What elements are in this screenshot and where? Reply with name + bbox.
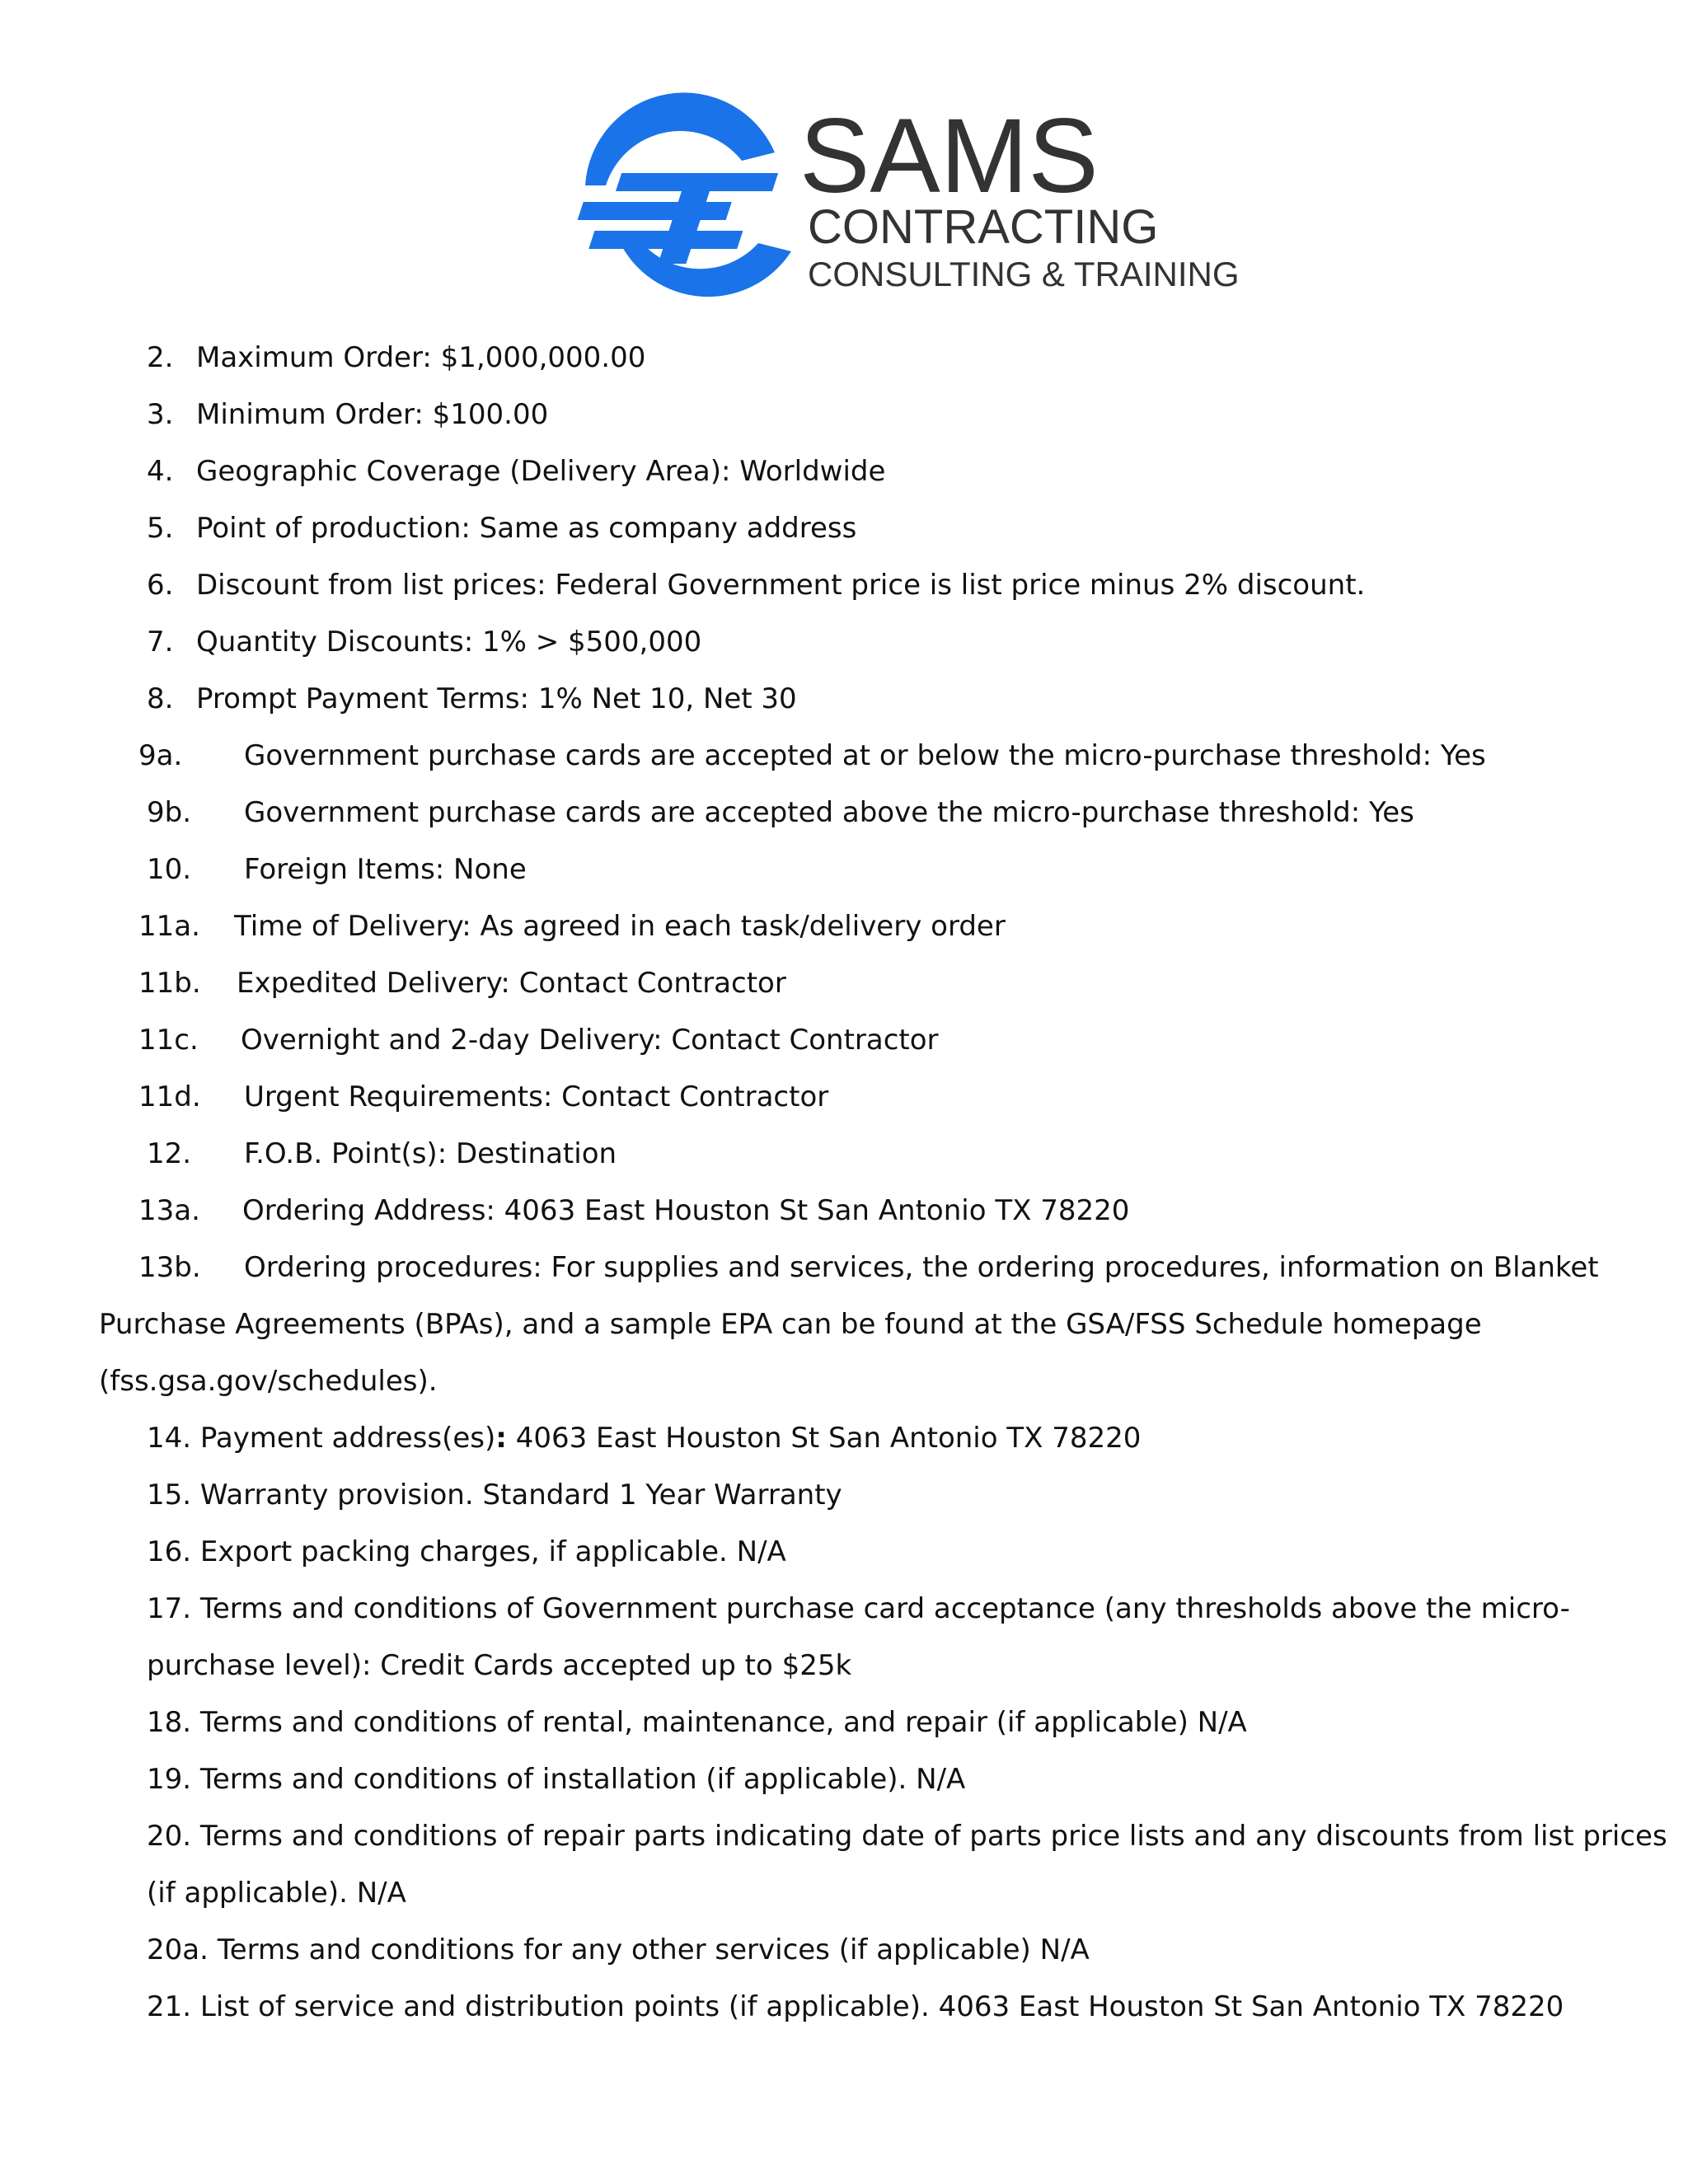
list-item: [147, 1535, 786, 1568]
item-number: 8.: [147, 682, 174, 715]
item-number: 5.: [147, 512, 174, 545]
item-text: Urgent Requirements: Contact Contractor: [244, 1080, 829, 1113]
logo-title: SAMS: [799, 97, 1099, 215]
item-text: Quantity Discounts: 1% > $500,000: [196, 626, 702, 658]
item-number: 12.: [147, 1137, 192, 1170]
list-item: [147, 1422, 1141, 1455]
item-number: 13b.: [138, 1251, 201, 1284]
item-text: Discount from list prices: Federal Government price is list price minus 2% discount.: [196, 569, 1366, 602]
item-text: 20a. Terms and conditions for any other services (if applicable) N/A: [147, 1933, 1090, 1966]
item-continuation: [99, 1365, 438, 1398]
list-item: [147, 1933, 1090, 1966]
logo-subtitle: CONTRACTING: [808, 200, 1159, 254]
item-continuation: [147, 1649, 851, 1682]
logo-tagline: CONSULTING & TRAINING: [808, 255, 1240, 293]
item-text: Point of production: Same as company address: [196, 512, 857, 545]
item-number: 6.: [147, 569, 174, 602]
item-number: 9a.: [138, 739, 183, 772]
item-text: (fss.gsa.gov/schedules).: [99, 1365, 438, 1398]
item-text: Maximum Order: $1,000,000.00: [196, 341, 646, 374]
logo-bar-2: [578, 202, 732, 220]
item-text: Government purchase cards are accepted at or below the micro-purchase threshold: Yes: [244, 739, 1486, 772]
item-text: Geographic Coverage (Delivery Area): Worldwide: [196, 455, 886, 488]
list-item: [147, 1820, 1667, 1853]
item-text: Overnight and 2-day Delivery: Contact Contractor: [241, 1024, 939, 1057]
list-item: [147, 1592, 1570, 1625]
item-number: 11b.: [138, 967, 201, 1000]
item-number: 11d.: [138, 1080, 201, 1113]
item-continuation: [99, 1308, 1482, 1341]
item-text: Ordering Address: 4063 East Houston St San Antonio TX 78220: [242, 1194, 1130, 1227]
item-text: Prompt Payment Terms: 1% Net 10, Net 30: [196, 682, 797, 715]
item-text: Government purchase cards are accepted above the micro-purchase threshold: Yes: [244, 796, 1414, 829]
item-number: 10.: [147, 853, 192, 886]
logo-mark: [569, 95, 1240, 301]
item-text: (if applicable). N/A: [147, 1877, 406, 1910]
item-text: Foreign Items: None: [244, 853, 527, 886]
item-continuation: [147, 1877, 406, 1910]
item-number: 11a.: [138, 910, 200, 943]
item-number: 11c.: [138, 1024, 199, 1057]
item-number: 4.: [147, 455, 174, 488]
item-text: Expedited Delivery: Contact Contractor: [237, 967, 786, 1000]
list-item: [147, 1706, 1247, 1739]
logo-arc-top: [585, 92, 775, 185]
item-text: 20. Terms and conditions of repair parts indicating date of parts price lists and any discounts from list prices: [147, 1820, 1667, 1853]
item-text: purchase level): Credit Cards accepted up to $25k: [147, 1649, 852, 1682]
item-text: 16. Export packing charges, if applicable. N/A: [147, 1535, 786, 1568]
item-text: 18. Terms and conditions of rental, maintenance, and repair (if applicable) N/A: [147, 1706, 1247, 1739]
item-text: Time of Delivery: As agreed in each task/delivery order: [234, 910, 1006, 943]
item-text: Ordering procedures: For supplies and services, the ordering procedures, information on Blanket: [244, 1251, 1599, 1284]
item-label: 14. Payment address(es): [147, 1422, 496, 1455]
item-text: F.O.B. Point(s): Destination: [244, 1137, 617, 1170]
company-logo: [569, 95, 1240, 301]
item-number: 7.: [147, 626, 174, 658]
item-number: 13a.: [138, 1194, 200, 1227]
item-text: 15. Warranty provision. Standard 1 Year Warranty: [147, 1479, 842, 1511]
item-text: Purchase Agreements (BPAs), and a sample EPA can be found at the GSA/FSS Schedule homepage: [99, 1308, 1482, 1341]
item-text: 17. Terms and conditions of Government purchase card acceptance (any thresholds above the micro-: [147, 1592, 1570, 1625]
list-item: [147, 1990, 1564, 2023]
list-item: [147, 1763, 965, 1796]
item-text: Minimum Order: $100.00: [196, 398, 549, 431]
list-item: [147, 1479, 842, 1511]
item-number: 2.: [147, 341, 174, 374]
item-number: 3.: [147, 398, 174, 431]
item-text: 21. List of service and distribution points (if applicable). 4063 East Houston St San Antonio TX 78220: [147, 1990, 1564, 2023]
item-value: 4063 East Houston St San Antonio TX 78220: [506, 1422, 1142, 1455]
item-text: 19. Terms and conditions of installation (if applicable). N/A: [147, 1763, 966, 1796]
item-number: 9b.: [147, 796, 192, 829]
item-colon: :: [495, 1422, 507, 1455]
